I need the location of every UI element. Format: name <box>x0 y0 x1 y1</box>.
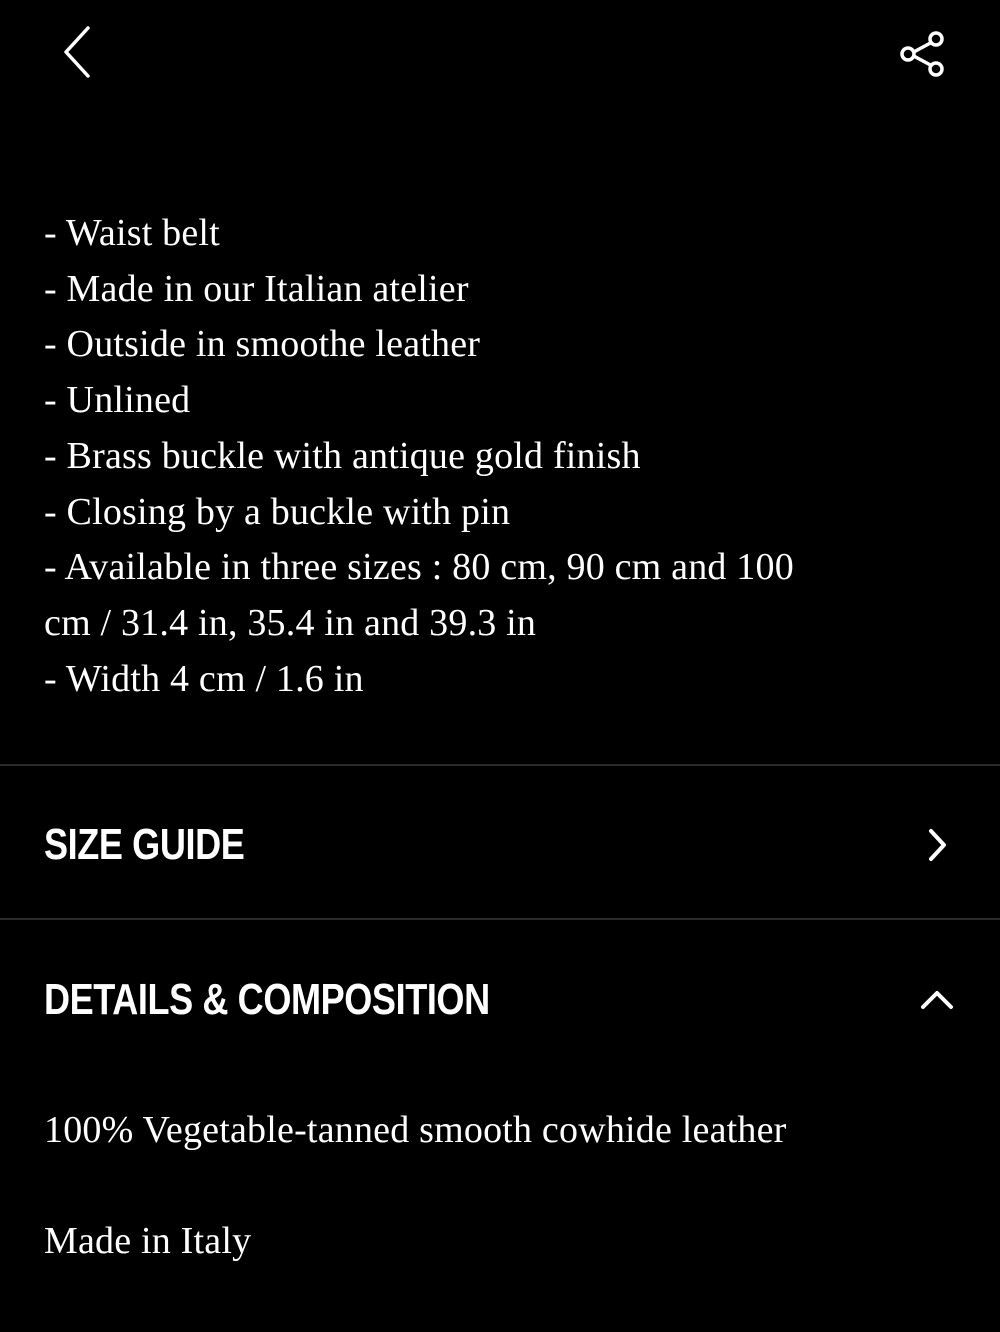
back-button[interactable] <box>48 20 104 84</box>
chevron-left-icon <box>58 24 94 80</box>
details-composition-row[interactable] <box>0 950 1000 1050</box>
top-bar <box>0 0 1000 110</box>
origin-text: Made in Italy <box>44 1220 252 1262</box>
divider <box>0 918 1000 920</box>
description-line: - Waist belt <box>44 212 220 254</box>
composition-text: 100% Vegetable-tanned smooth cowhide leather <box>44 1109 787 1151</box>
share-button[interactable] <box>892 24 952 84</box>
details-composition-title: DETAILS & COMPOSITION <box>44 975 490 1024</box>
description-line: - Outside in smoothe leather <box>44 323 481 366</box>
description-line: - Brass buckle with antique gold finish <box>44 434 641 477</box>
description-line: - Made in our Italian atelier <box>44 267 469 310</box>
description-line: - Unlined <box>44 379 191 422</box>
share-icon <box>898 30 946 78</box>
size-guide-title: SIZE GUIDE <box>44 820 245 869</box>
chevron-right-icon <box>916 824 958 866</box>
description-line: - Width 4 cm / 1.6 in <box>44 657 364 700</box>
description-line: cm / 31.4 in, 35.4 in and 39.3 in <box>44 601 537 644</box>
description-line: - Closing by a buckle with pin <box>44 490 511 533</box>
description-line: - Available in three sizes : 80 cm, 90 cm and 100 <box>44 546 794 589</box>
size-guide-row[interactable] <box>0 795 1000 895</box>
product-description <box>44 206 956 707</box>
divider <box>0 764 1000 766</box>
chevron-up-icon <box>916 979 958 1021</box>
